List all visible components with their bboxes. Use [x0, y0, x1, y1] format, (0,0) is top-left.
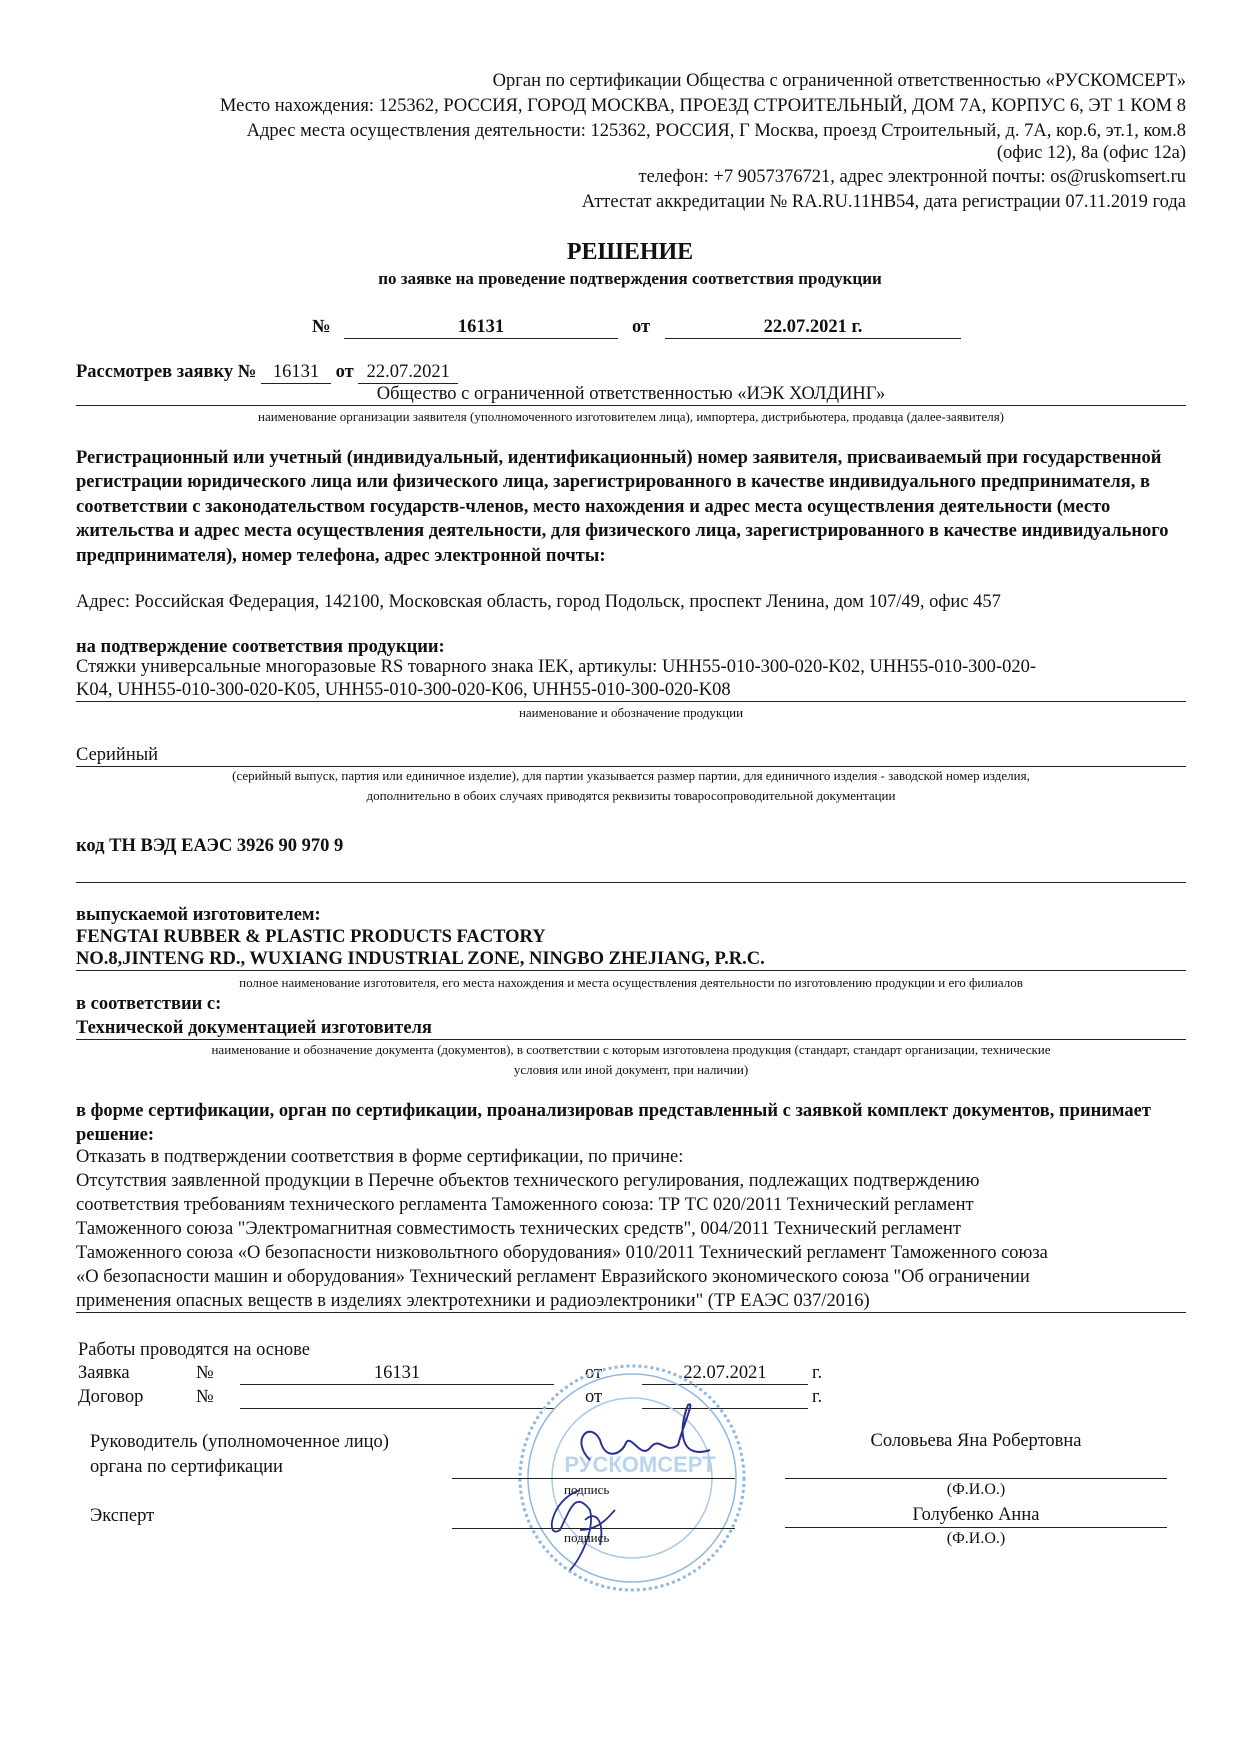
- reason-line: соответствия требованиям технического регламента Таможенного союза: ТР ТС 020/2011 Технический регламент: [76, 1195, 974, 1215]
- head-label-2: органа по сертификации: [90, 1457, 283, 1477]
- contract-year-suffix: г.: [812, 1387, 823, 1407]
- serial-value: Серийный: [76, 744, 1186, 767]
- verdict-heading: в форме сертификации, орган по сертификации, проанализировав представленный с заявкой комплект документов, принимает решение:: [76, 1101, 1151, 1146]
- application-number: 16131: [240, 1362, 554, 1385]
- decision-no-label: №: [312, 317, 331, 337]
- contract-no-label: №: [196, 1387, 214, 1407]
- serial-caption-2: дополнительно в обоих случаях приводятся реквизиты товаросопроводительной документации: [366, 788, 896, 803]
- expert-name-caption: (Ф.И.О.): [946, 1530, 1006, 1547]
- head-sign-caption: подпись: [564, 1482, 610, 1497]
- head-name: Соловьева Яна Робертовна: [870, 1431, 1082, 1451]
- issuer-name: Орган по сертификации Общества с ограниченной ответственностью «РУСКОМСЕРТ»: [492, 71, 1186, 91]
- head-name-line: [785, 1478, 1167, 1479]
- compliance-heading: в соответствии с:: [76, 994, 222, 1014]
- reason-line: Таможенного союза «О безопасности низковольтного оборудования» 010/2011 Технический регламент Таможенного союза: [76, 1243, 1048, 1263]
- head-name-caption: (Ф.И.О.): [946, 1481, 1006, 1498]
- manufacturer-caption: полное наименование изготовителя, его места нахождения и места осуществления деятельности по изготовлению продукции и его филиалов: [239, 975, 1023, 990]
- manufacturer-heading: выпускаемой изготовителем:: [76, 905, 321, 925]
- compliance-caption-1: наименование и обозначение документа (документов), в соответствии с которым изготовлена продукция (стандарт, стандарт организации, технические: [211, 1042, 1051, 1057]
- reason-line: Таможенного союза "Электромагнитная совместимость технических средств", 004/2011 Технический регламент: [76, 1219, 961, 1239]
- divider: [76, 882, 1186, 883]
- applicant-caption: наименование организации заявителя (уполномоченного изготовителем лица), импортера, дистрибьютера, продавца (далее-заявителя): [257, 409, 1005, 424]
- issuer-activity-address-cont: (офис 12), 8а (офис 12а): [996, 143, 1186, 163]
- decision-date: 22.07.2021 г.: [665, 316, 961, 339]
- issuer-activity-address: Адрес места осуществления деятельности: 125362, РОССИЯ, Г Москва, проезд Строительный, д. 7А, кор.6, эт.1, ком.8: [246, 121, 1186, 141]
- verdict-refusal: Отказать в подтверждении соответствия в форме сертификации, по причине:: [76, 1147, 684, 1167]
- product-line-2: K04, UHH55-010-300-020-K05, UHH55-010-300-020-K06, UHH55-010-300-020-K08: [76, 679, 1186, 702]
- document-subtitle: по заявке на проведение подтверждения соответствия продукции: [378, 269, 882, 288]
- expert-name-line: [785, 1527, 1167, 1528]
- tnved-code: код ТН ВЭД ЕАЭС 3926 90 970 9: [76, 836, 344, 856]
- document-title: РЕШЕНИЕ: [566, 239, 694, 265]
- basis-heading: Работы проводятся на основе: [78, 1340, 311, 1360]
- registration-address: Адрес: Российская Федерация, 142100, Московская область, город Подольск, проспект Ленина, дом 107/49, офис 457: [76, 592, 1001, 612]
- application-label: Заявка: [78, 1363, 130, 1383]
- issuer-location: Место нахождения: 125362, РОССИЯ, ГОРОД МОСКВА, ПРОЕЗД СТРОИТЕЛЬНЫЙ, ДОМ 7А, КОРПУС 6, ЭТ 1 КОМ 8: [219, 96, 1186, 116]
- stamp-text: РУСКОМСЕРТ: [564, 1452, 716, 1477]
- reviewed-number: 16131: [261, 361, 331, 384]
- compliance-value: Технической документацией изготовителя: [76, 1017, 1186, 1040]
- reviewed-label: Рассмотрев заявку №: [76, 362, 257, 382]
- head-label-1: Руководитель (уполномоченное лицо): [90, 1432, 389, 1452]
- decision-number: 16131: [344, 316, 618, 339]
- issuer-contacts: телефон: +7 9057376721, адрес электронной почты: os@ruskomsert.ru: [638, 167, 1186, 187]
- reason-line: Отсутствия заявленной продукции в Перечне объектов технического регулирования, подлежащих подтверждению: [76, 1171, 980, 1191]
- application-from: от: [585, 1363, 603, 1383]
- expert-name: Голубенко Анна: [912, 1505, 1040, 1525]
- compliance-caption-2: условия или иной документ, при наличии): [513, 1062, 749, 1077]
- expert-signature: [540, 1470, 630, 1580]
- reason-line: применения опасных веществ в изделиях электротехники и радиоэлектроники" (ТР ЕАЭС 037/2016): [76, 1290, 1186, 1313]
- reviewed-from-label: от: [335, 362, 354, 382]
- application-year-suffix: г.: [812, 1363, 823, 1383]
- product-caption: наименование и обозначение продукции: [518, 705, 744, 720]
- registration-heading: Регистрационный или учетный (индивидуальный, идентификационный) номер заявителя, присваиваемый при государственной регистрации юридического лица или физического лица, зарегистрированного в качестве индивидуального предпринимателя, в соответствии с законодательством государств-членов, место нахождения и адрес места осуществления деятельности (место жительства и адрес места осуществления деятельности, для физического лица, зарегистрированного в качестве индивидуального предпринимателя), номер телефона, адрес электронной почты:: [76, 448, 1169, 566]
- decision-from-label: от: [632, 317, 651, 337]
- contract-number: [240, 1386, 554, 1409]
- applicant-name: Общество с ограниченной ответственностью «ИЭК ХОЛДИНГ»: [76, 383, 1186, 406]
- issuer-accreditation: Аттестат аккредитации № RA.RU.11НВ54, дата регистрации 07.11.2019 года: [581, 192, 1186, 212]
- reviewed-date: 22.07.2021: [358, 361, 458, 384]
- manufacturer-name: FENGTAI RUBBER & PLASTIC PRODUCTS FACTORY: [76, 927, 546, 947]
- contract-from: от: [585, 1387, 603, 1407]
- serial-caption-1: (серийный выпуск, партия или единичное изделие), для партии указывается размер партии, для единичного изделия - заводской номер изделия,: [232, 768, 1030, 783]
- product-heading: на подтверждение соответствия продукции:: [76, 637, 445, 657]
- application-date: 22.07.2021: [642, 1362, 808, 1385]
- expert-sign-caption: подпись: [564, 1530, 610, 1545]
- expert-label: Эксперт: [90, 1506, 155, 1526]
- application-no-label: №: [196, 1363, 214, 1383]
- contract-label: Договор: [78, 1387, 144, 1407]
- reason-line: «О безопасности машин и оборудования» Технический регламент Евразийского экономического союза "Об ограничении: [76, 1267, 1030, 1287]
- manufacturer-address: NO.8,JINTENG RD., WUXIANG INDUSTRIAL ZONE, NINGBO ZHEJIANG, P.R.C.: [76, 948, 1186, 971]
- product-line-1: Стяжки универсальные многоразовые RS товарного знака IEK, артикулы: UHH55-010-300-020-K02, UHH55-010-300-020-: [76, 657, 1037, 677]
